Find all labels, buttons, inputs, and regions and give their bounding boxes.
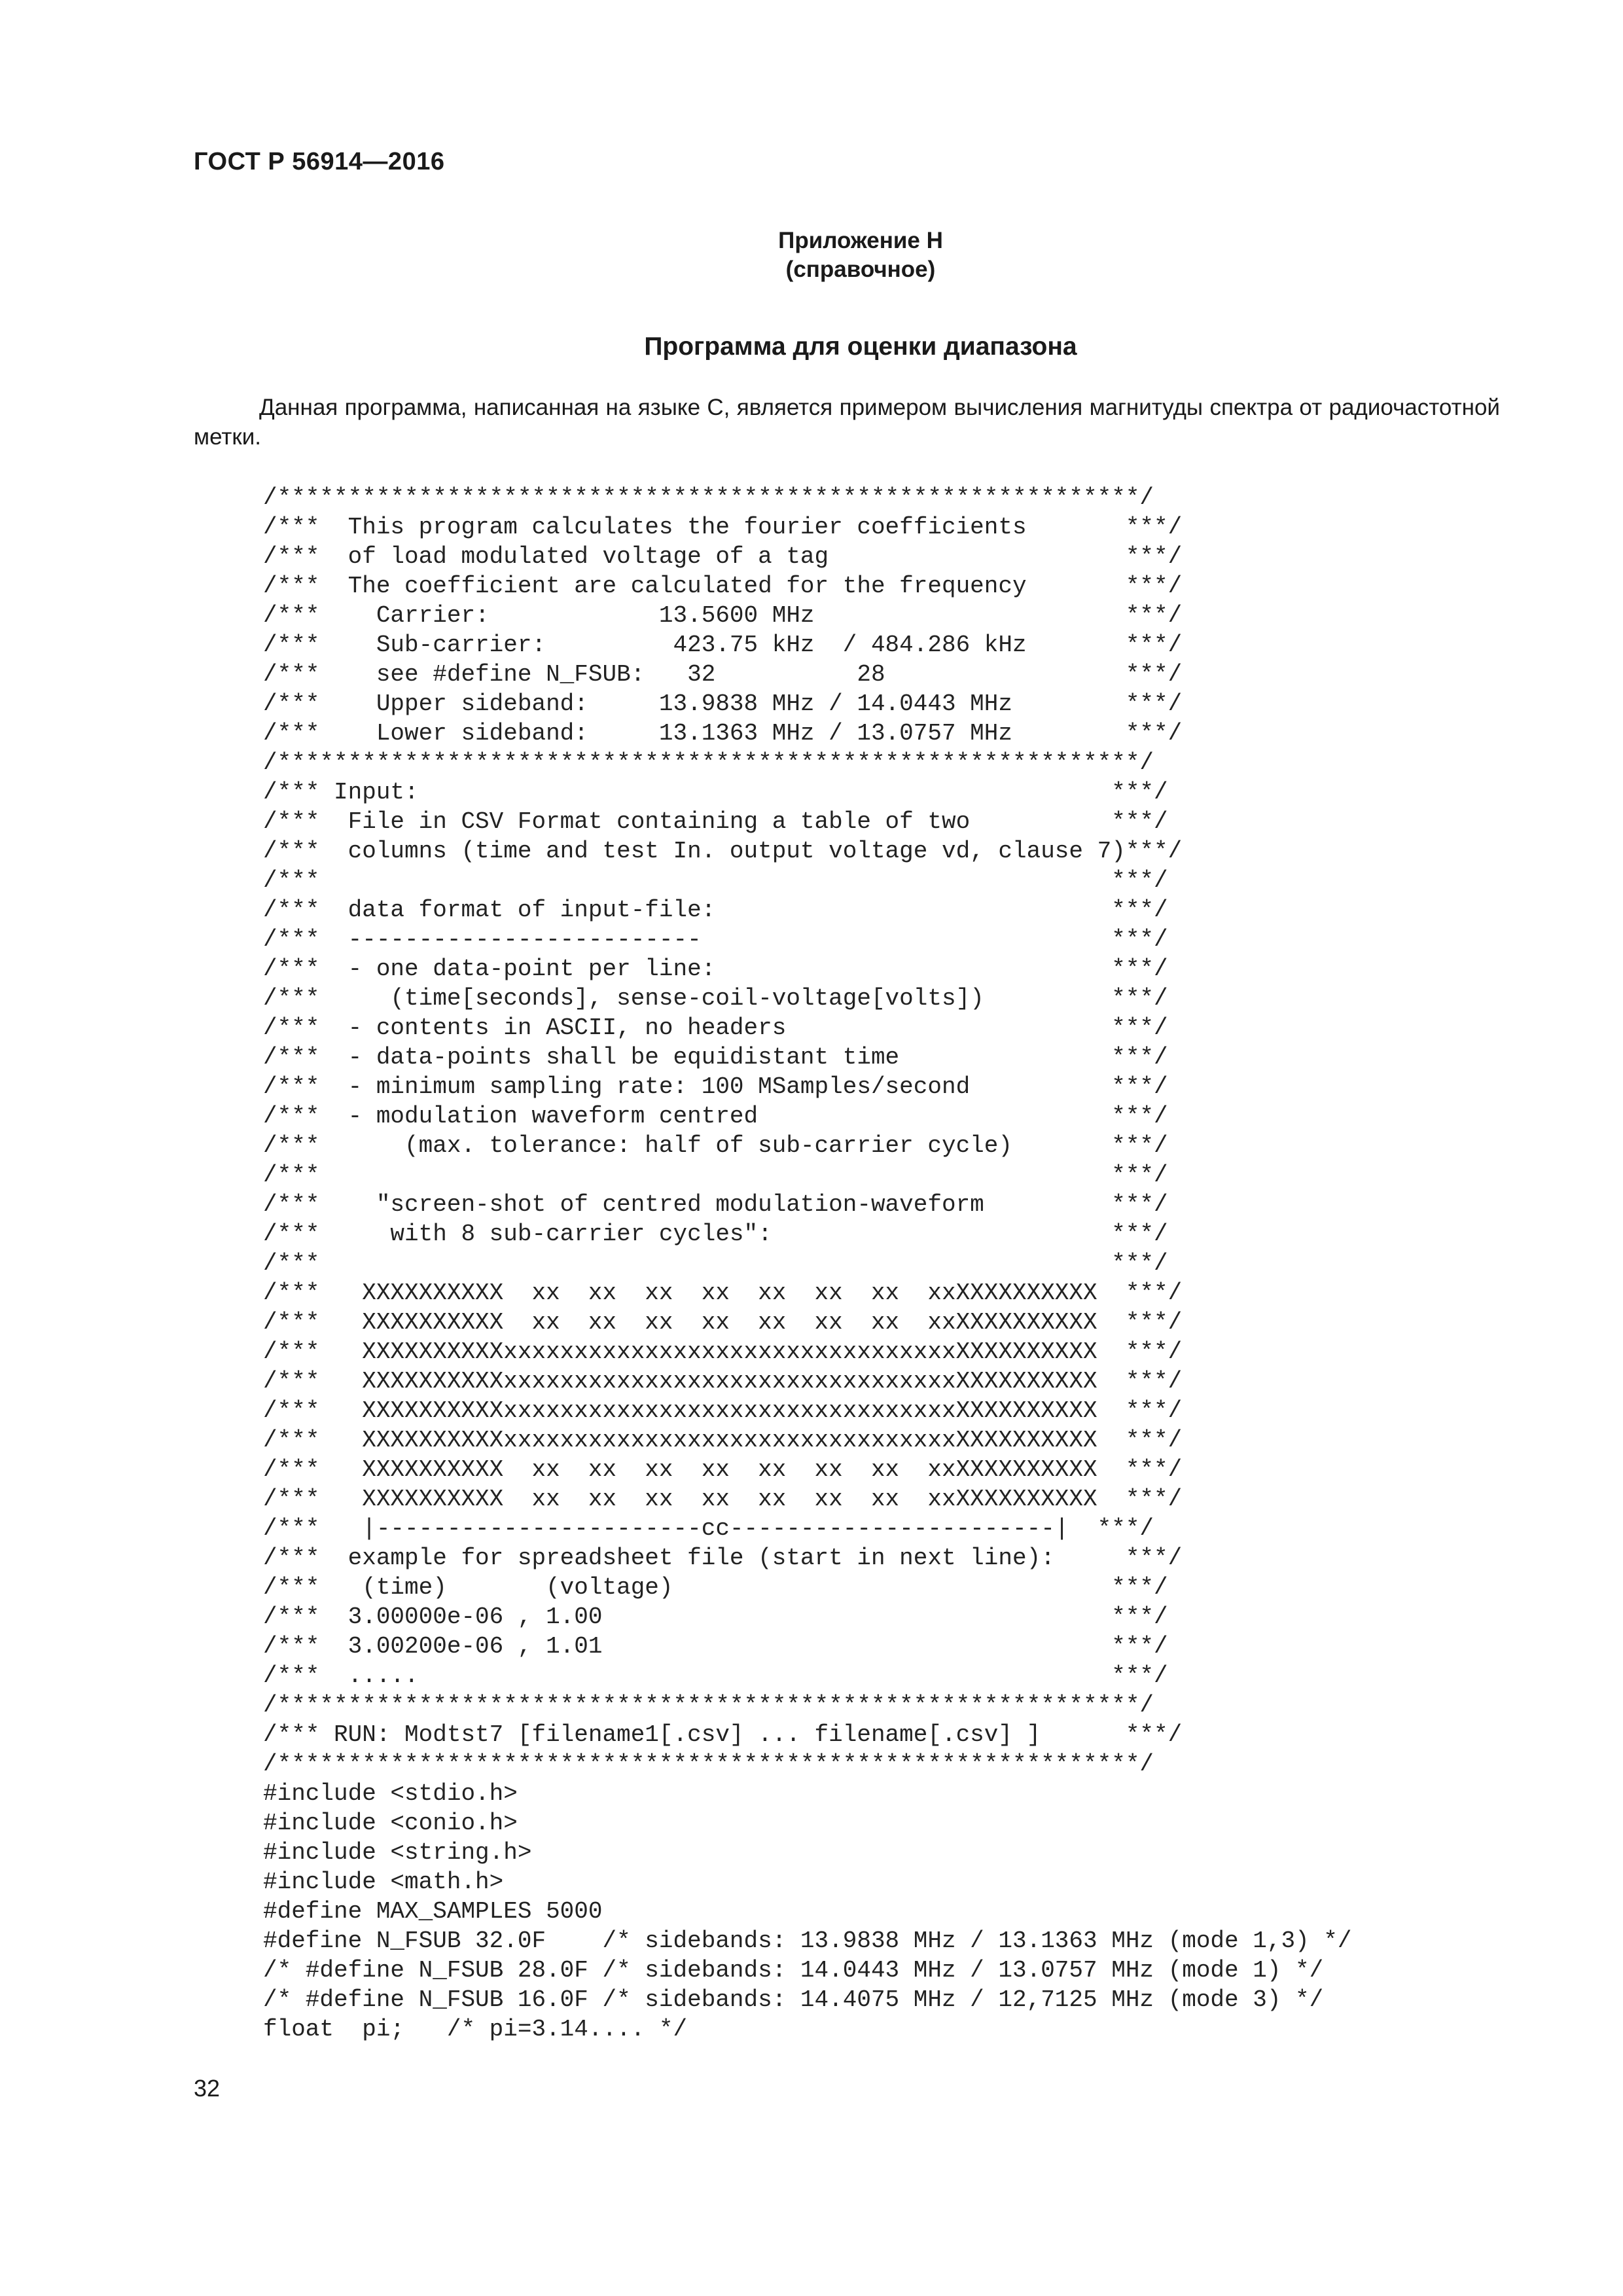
code-line: /*** columns (time and test In. output voltage vd, clause 7)***/ xyxy=(263,838,1183,865)
code-line: /*** - one data-point per line: ***/ xyxy=(263,956,1168,982)
code-line: /*** This program calculates the fourier coefficients ***/ xyxy=(263,514,1183,541)
code-line: /*** - minimum sampling rate: 100 MSamples/second ***/ xyxy=(263,1073,1168,1100)
code-line: /*** Sub-carrier: 423.75 kHz / 484.286 kHz ***/ xyxy=(263,632,1183,658)
code-line: /*************************************************************/ xyxy=(263,484,1154,511)
code-line: #include <math.h> xyxy=(263,1869,504,1895)
code-line: /* #define N_FSUB 28.0F /* sidebands: 14.0443 MHz / 13.0757 MHz (mode 1) */ xyxy=(263,1957,1324,1984)
code-listing xyxy=(263,483,1351,2044)
code-line: /*** Lower sideband: 13.1363 MHz / 13.0757 MHz ***/ xyxy=(263,720,1183,747)
code-line: /*** 3.00000e-06 , 1.00 ***/ xyxy=(263,1604,1168,1630)
code-line: /*** RUN: Modtst7 [filename1[.csv] ... filename[.csv] ] ***/ xyxy=(263,1721,1183,1748)
code-line: /*** XXXXXXXXXX xx xx xx xx xx xx xx xxXXXXXXXXXX ***/ xyxy=(263,1456,1183,1483)
code-line: /*** Carrier: 13.5600 MHz ***/ xyxy=(263,602,1183,629)
code-line: /*** XXXXXXXXXX xx xx xx xx xx xx xx xxXXXXXXXXXX ***/ xyxy=(263,1309,1183,1336)
code-line: /*** ***/ xyxy=(263,1162,1168,1189)
code-line: /*** File in CSV Format containing a table of two ***/ xyxy=(263,808,1168,835)
annex-title: Приложение Н xyxy=(778,228,943,253)
code-line: /*** of load modulated voltage of a tag ***/ xyxy=(263,543,1183,570)
code-line: /*** - contents in ASCII, no headers ***/ xyxy=(263,1014,1168,1041)
code-line: /*** Upper sideband: 13.9838 MHz / 14.0443 MHz ***/ xyxy=(263,691,1183,717)
code-line: /*************************************************************/ xyxy=(263,1751,1154,1778)
code-line: #define N_FSUB 32.0F /* sidebands: 13.9838 MHz / 13.1363 MHz (mode 1,3) */ xyxy=(263,1928,1352,1954)
code-line: #include <conio.h> xyxy=(263,1810,518,1837)
code-line: /*** see #define N_FSUB: 32 28 ***/ xyxy=(263,661,1183,688)
code-line: /* #define N_FSUB 16.0F /* sidebands: 14.4075 MHz / 12,7125 MHz (mode 3) */ xyxy=(263,1986,1324,2013)
code-line: /*** |-----------------------cc-----------------------| ***/ xyxy=(263,1515,1154,1542)
code-line: /*** "screen-shot of centred modulation-waveform ***/ xyxy=(263,1191,1168,1218)
code-line: /*** XXXXXXXXXX xx xx xx xx xx xx xx xxXXXXXXXXXX ***/ xyxy=(263,1486,1183,1513)
code-line: /*** (time) (voltage) ***/ xyxy=(263,1574,1168,1601)
code-line: /*************************************************************/ xyxy=(263,749,1154,776)
code-line: /*** Input: ***/ xyxy=(263,779,1168,806)
code-line: /*************************************************************/ xyxy=(263,1692,1154,1719)
code-line: float pi; /* pi=3.14.... */ xyxy=(263,2016,688,2043)
code-line: /*** XXXXXXXXXXxxxxxxxxxxxxxxxxxxxxxxxxxxxxxxxxXXXXXXXXXX ***/ xyxy=(263,1397,1183,1424)
code-line: #include <stdio.h> xyxy=(263,1780,518,1807)
code-line: /*** XXXXXXXXXXxxxxxxxxxxxxxxxxxxxxxxxxxxxxxxxxXXXXXXXXXX ***/ xyxy=(263,1427,1183,1454)
intro-paragraph: Данная программа, написанная на языке С, является примером вычисления магнитуды спектра от радиочастотной метки. xyxy=(194,395,1500,450)
page-number: 32 xyxy=(194,2075,221,2102)
code-line: /*** - modulation waveform centred ***/ xyxy=(263,1103,1168,1130)
code-line: /*** 3.00200e-06 , 1.01 ***/ xyxy=(263,1633,1168,1660)
code-line: /*** ***/ xyxy=(263,867,1168,894)
code-line: /*** (max. tolerance: half of sub-carrier cycle) ***/ xyxy=(263,1132,1168,1159)
code-line: /*** XXXXXXXXXXxxxxxxxxxxxxxxxxxxxxxxxxxxxxxxxxXXXXXXXXXX ***/ xyxy=(263,1368,1183,1395)
code-line: #define MAX_SAMPLES 5000 xyxy=(263,1898,603,1925)
code-line: /*** example for spreadsheet file (start in next line): ***/ xyxy=(263,1545,1183,1571)
code-line: /*** with 8 sub-carrier cycles": ***/ xyxy=(263,1221,1168,1247)
code-line: /*** ..... ***/ xyxy=(263,1662,1168,1689)
code-line: /*** ------------------------- ***/ xyxy=(263,926,1168,953)
code-line: /*** data format of input-file: ***/ xyxy=(263,897,1168,924)
code-line: /*** XXXXXXXXXX xx xx xx xx xx xx xx xxXXXXXXXXXX ***/ xyxy=(263,1280,1183,1306)
document-header: ГОСТ Р 56914—2016 xyxy=(194,148,445,175)
annex-subtitle: (справочное) xyxy=(785,257,936,282)
section-title: Программа для оценки диапазона xyxy=(644,332,1077,361)
code-line: /*** - data-points shall be equidistant time ***/ xyxy=(263,1044,1168,1071)
code-line: /*** The coefficient are calculated for the frequency ***/ xyxy=(263,573,1183,600)
code-line: /*** ***/ xyxy=(263,1250,1168,1277)
code-line: /*** XXXXXXXXXXxxxxxxxxxxxxxxxxxxxxxxxxxxxxxxxxXXXXXXXXXX ***/ xyxy=(263,1338,1183,1365)
annex-heading xyxy=(0,226,1623,284)
code-line: /*** (time[seconds], sense-coil-voltage[volts]) ***/ xyxy=(263,985,1168,1012)
code-line: #include <string.h> xyxy=(263,1839,532,1866)
